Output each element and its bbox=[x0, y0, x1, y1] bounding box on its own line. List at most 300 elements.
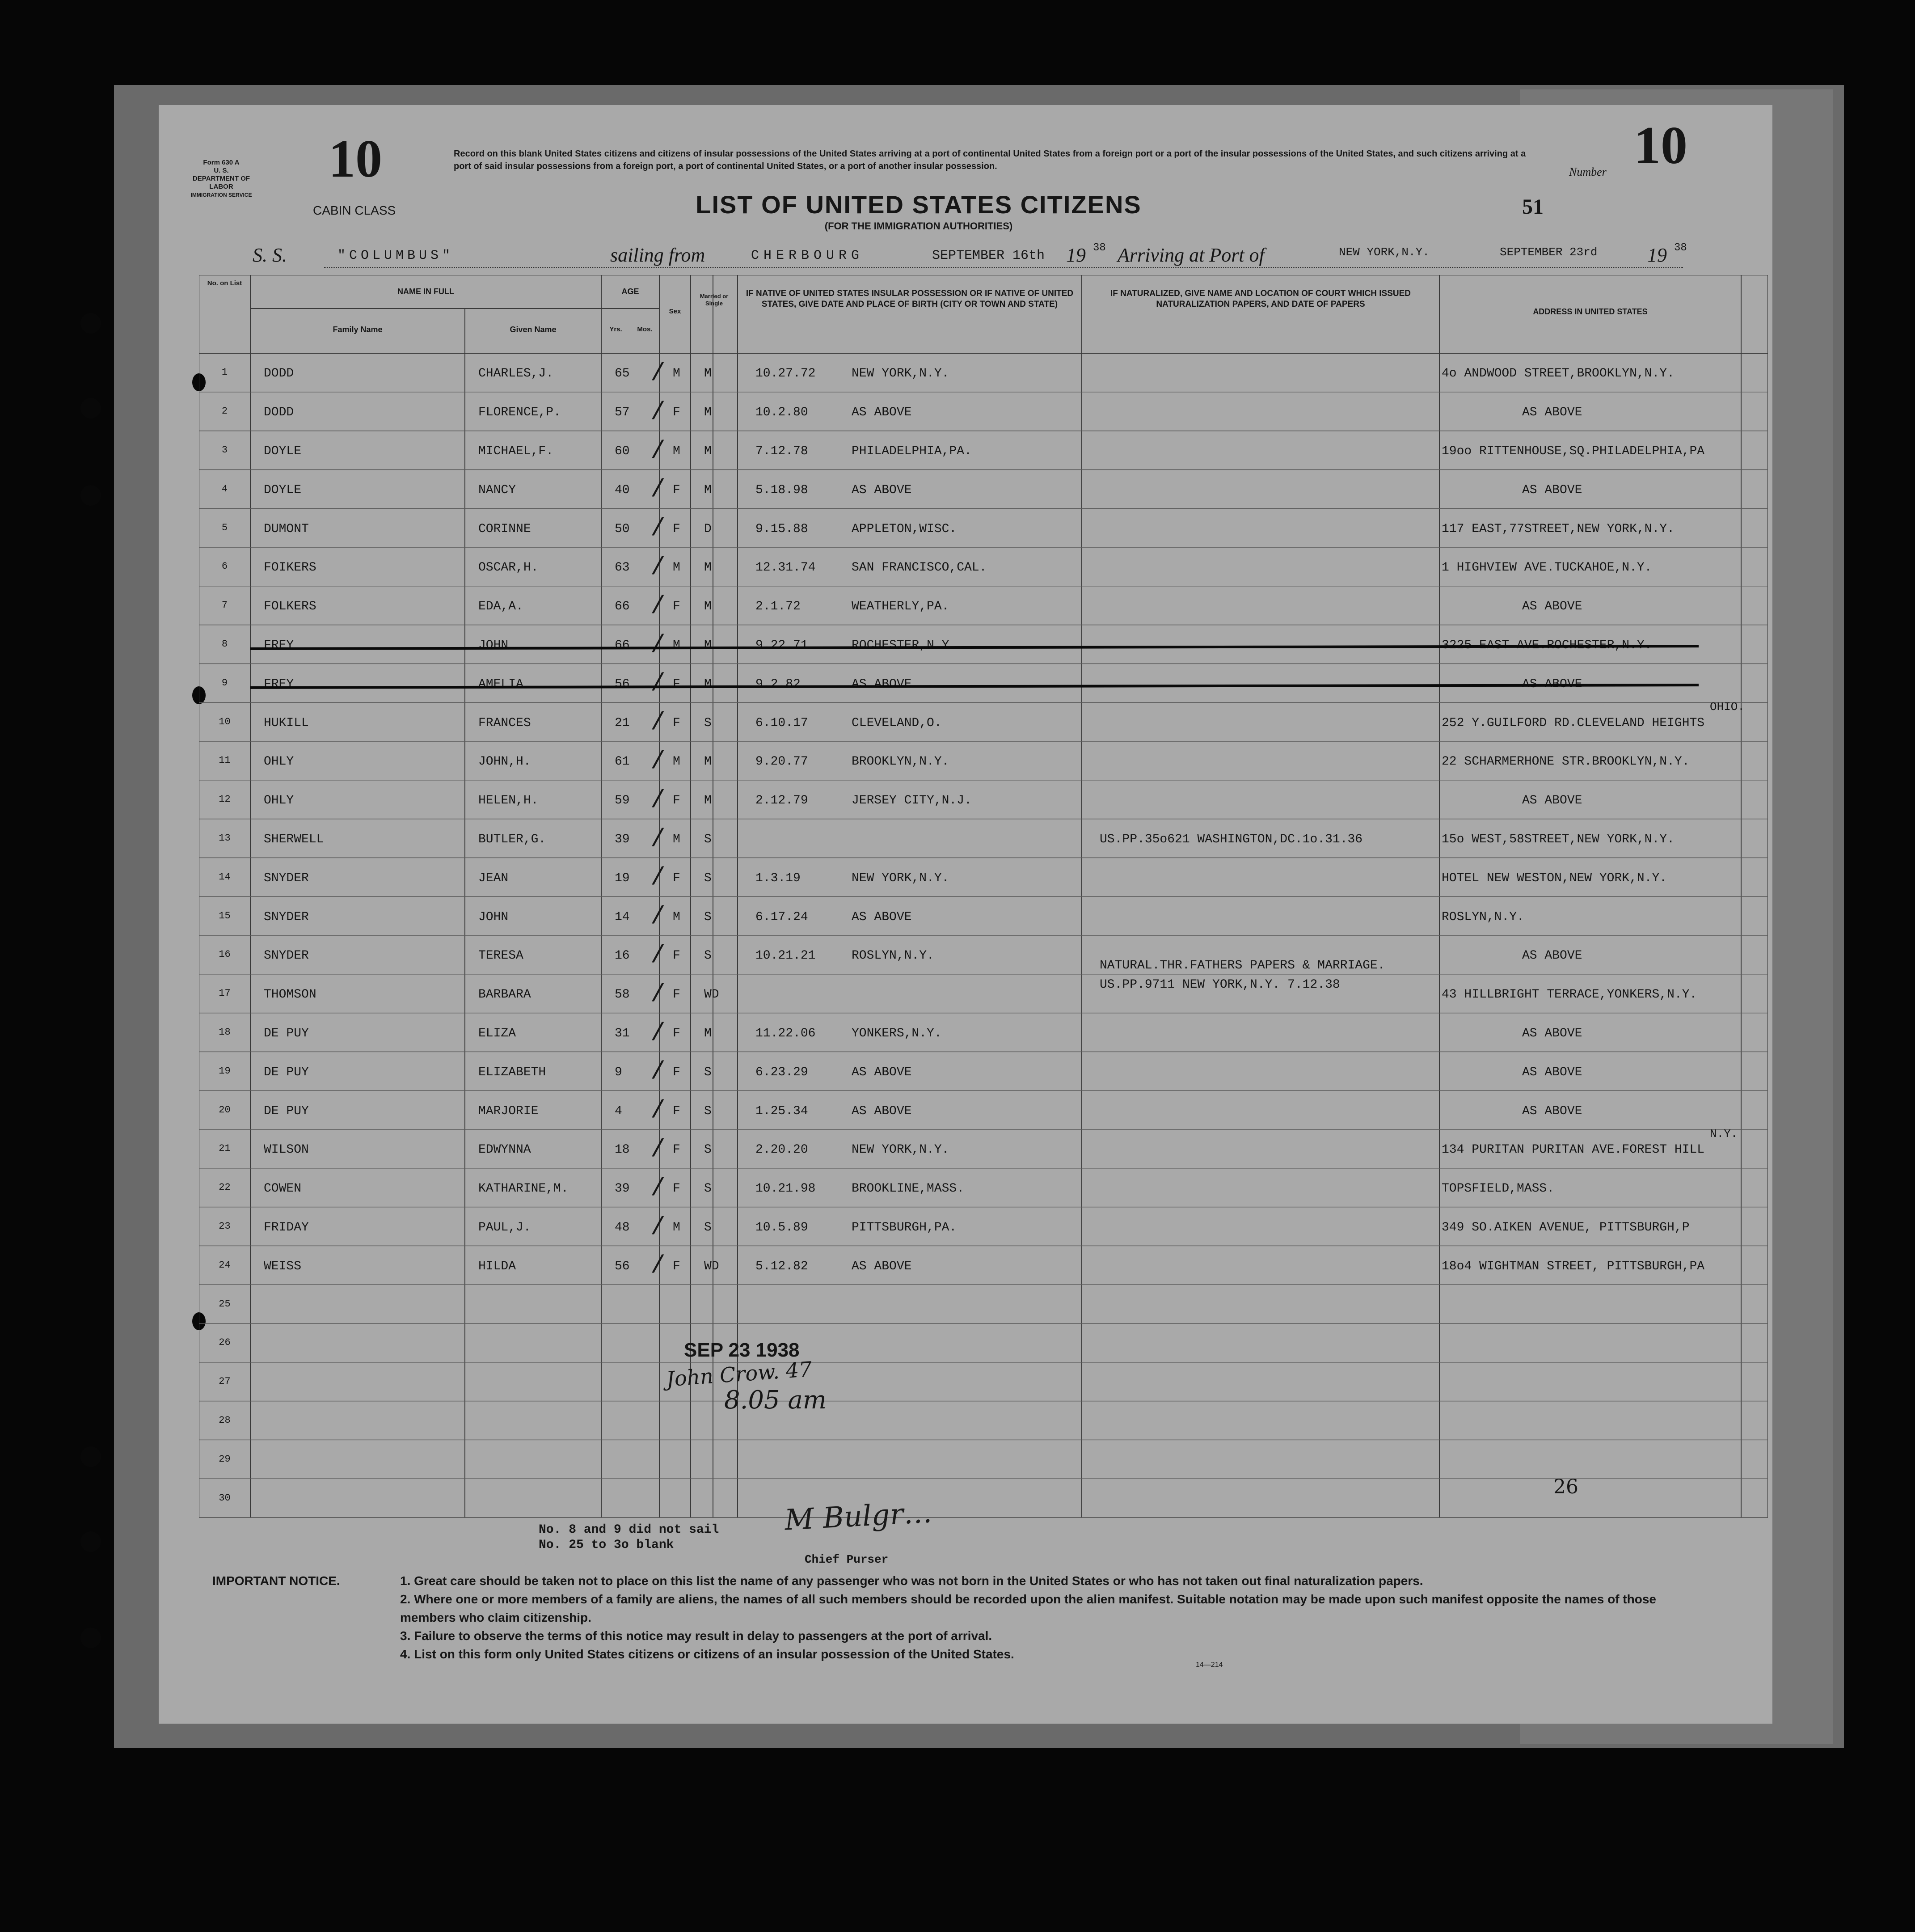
cell-place: AS ABOVE bbox=[852, 1104, 912, 1118]
cell-no: 25 bbox=[219, 1298, 231, 1310]
arrival-date: SEPTEMBER 23rd bbox=[1500, 245, 1598, 259]
cell-given: HELEN,H. bbox=[478, 794, 539, 808]
cell-date: 1.3.19 bbox=[755, 871, 801, 885]
cell-date: 5.12.82 bbox=[755, 1259, 808, 1273]
cell-given: EDWYNNA bbox=[478, 1143, 531, 1157]
cell-given: EDA,A. bbox=[478, 600, 523, 614]
cell-address: AS ABOVE bbox=[1522, 1104, 1582, 1118]
cell-place: PITTSBURGH,PA. bbox=[852, 1220, 957, 1234]
check-mark-icon: / bbox=[650, 436, 666, 465]
cell-nat: NATURAL.THR.FATHERS PAPERS & MARRIAGE. bbox=[1100, 959, 1385, 973]
cell-family: WEISS bbox=[264, 1259, 302, 1273]
cell-place: ROSLYN,N.Y. bbox=[852, 949, 934, 963]
header-age: AGE bbox=[621, 287, 639, 296]
cell-sex: F bbox=[673, 988, 680, 1002]
cell-ms: S bbox=[704, 832, 712, 846]
cell-ms: M bbox=[704, 600, 712, 614]
cell-place: NEW YORK,N.Y. bbox=[852, 1143, 949, 1157]
passenger-table bbox=[199, 275, 1768, 1518]
cell-sex: F bbox=[673, 406, 680, 420]
notice-row-1 bbox=[212, 1572, 1687, 1590]
stamp-date: SEP 23 1938 bbox=[684, 1339, 800, 1361]
cell-ms: D bbox=[704, 522, 712, 536]
cell-no: 18 bbox=[219, 1026, 231, 1038]
page-number-right: 10 bbox=[1634, 115, 1687, 175]
punch-hole bbox=[80, 313, 101, 334]
cell-sex: F bbox=[673, 1065, 680, 1079]
cell-date: 9.2.82 bbox=[755, 677, 801, 691]
cell-age: 9 bbox=[615, 1065, 622, 1079]
notice-1: 1. Great care should be taken not to place on this list the name of any passenger who was not born in the United States or who has not taken out final naturalization papers. bbox=[400, 1574, 1423, 1588]
cell-age: 40 bbox=[615, 483, 630, 497]
cell-age: 18 bbox=[615, 1143, 630, 1157]
cell-given: BARBARA bbox=[478, 988, 531, 1002]
service: IMMIGRATION SERVICE bbox=[190, 192, 252, 198]
cell-no: 3 bbox=[221, 444, 228, 456]
form-info bbox=[190, 159, 253, 199]
cell-given: HILDA bbox=[478, 1259, 516, 1273]
cell-address: 134 PURITAN PURITAN AVE.FOREST HILL bbox=[1442, 1143, 1705, 1157]
cell-no: 16 bbox=[219, 949, 231, 960]
header-sex: Sex bbox=[669, 308, 681, 315]
cell-place: BROOKLYN,N.Y. bbox=[852, 755, 949, 769]
stamp-time: 8.05 am bbox=[724, 1386, 827, 1415]
departure-year: 38 bbox=[1093, 242, 1106, 254]
cell-given: JOHN,H. bbox=[478, 755, 531, 769]
departure-port: CHERBOURG bbox=[751, 248, 864, 263]
cell-date: 2.1.72 bbox=[755, 600, 801, 614]
cell-age: 48 bbox=[615, 1220, 630, 1234]
cell-sex: M bbox=[673, 444, 680, 458]
punch-hole bbox=[80, 1446, 101, 1467]
cell-no: 8 bbox=[221, 638, 228, 650]
inspector-signature: John Crow. 47 bbox=[665, 1357, 813, 1391]
print-code: 14—214 bbox=[1196, 1661, 1223, 1669]
cell-address: 252 Y.GUILFORD RD.CLEVELAND HEIGHTS bbox=[1442, 716, 1705, 730]
cell-family: FRIDAY bbox=[264, 1220, 309, 1234]
cell-place: JERSEY CITY,N.J. bbox=[852, 794, 972, 808]
cell-ms: S bbox=[704, 1143, 712, 1157]
cell-given: NANCY bbox=[478, 483, 516, 497]
cell-family: SNYDER bbox=[264, 910, 309, 924]
notice-4: 4. List on this form only United States citizens or citizens of an insular possession of the United States. bbox=[400, 1647, 1014, 1661]
cell-family: FOIKERS bbox=[264, 561, 316, 575]
cell-nat: US.PP.35o621 WASHINGTON,DC.1o.31.36 bbox=[1100, 832, 1363, 846]
cell-age: 63 bbox=[615, 561, 630, 575]
cell-address: 19oo RITTENHOUSE,SQ.PHILADELPHIA,PA bbox=[1442, 444, 1705, 458]
cell-sex: F bbox=[673, 1143, 680, 1157]
punch-hole bbox=[80, 398, 101, 419]
cell-no: 4 bbox=[221, 483, 228, 495]
check-mark-icon: / bbox=[650, 514, 666, 543]
cell-ms: S bbox=[704, 910, 712, 924]
cell-address: AS ABOVE bbox=[1522, 949, 1582, 963]
cell-place: YONKERS,N.Y. bbox=[852, 1026, 942, 1040]
cell-age: 60 bbox=[615, 444, 630, 458]
cell-date: 11.22.06 bbox=[755, 1026, 816, 1040]
cell-date: 9.22.71 bbox=[755, 638, 808, 652]
cell-address: AS ABOVE bbox=[1522, 794, 1582, 808]
cell-address-note: N.Y. bbox=[1710, 1127, 1738, 1141]
check-mark-icon: / bbox=[650, 475, 666, 504]
purser-signature: M Bulgr… bbox=[784, 1496, 933, 1537]
page-title: LIST OF UNITED STATES CITIZENS bbox=[696, 190, 1142, 219]
cell-sex: F bbox=[673, 677, 680, 691]
cell-no: 14 bbox=[219, 871, 231, 883]
check-mark-icon: / bbox=[650, 669, 666, 698]
cell-age: 65 bbox=[615, 367, 630, 381]
cell-age: 56 bbox=[615, 677, 630, 691]
number-label: Number bbox=[1569, 165, 1607, 178]
header-birth: IF NATIVE OF UNITED STATES INSULAR POSSESSION OR IF NATIVE OF UNITED STATES, GIVE DATE AND PLACE OF BIRTH (CITY OR TOWN AND STATE) bbox=[746, 289, 1074, 309]
cell-sex: F bbox=[673, 1026, 680, 1040]
cell-sex: F bbox=[673, 716, 680, 730]
cell-sex: M bbox=[673, 1220, 680, 1234]
cell-date: 9.15.88 bbox=[755, 522, 808, 536]
cell-given: ELIZABETH bbox=[478, 1065, 546, 1079]
cell-date: 12.31.74 bbox=[755, 561, 816, 575]
header-mos: Mos. bbox=[637, 326, 653, 333]
check-mark-icon: / bbox=[650, 1251, 666, 1281]
cell-place: AS ABOVE bbox=[852, 1259, 912, 1273]
cell-no: 28 bbox=[219, 1414, 231, 1426]
cell-ms: M bbox=[704, 444, 712, 458]
page-count: 26 bbox=[1553, 1475, 1578, 1498]
cell-age: 21 bbox=[615, 716, 630, 730]
cell-given: TERESA bbox=[478, 949, 523, 963]
cell-address: 43 HILLBRIGHT TERRACE,YONKERS,N.Y. bbox=[1442, 988, 1697, 1002]
check-mark-icon: / bbox=[650, 980, 666, 1009]
cell-no: 30 bbox=[219, 1492, 231, 1504]
header-given-name: Given Name bbox=[510, 325, 557, 334]
cell-family: FREY bbox=[264, 677, 294, 691]
cell-ms: S bbox=[704, 1104, 712, 1118]
footer-notes bbox=[539, 1522, 719, 1553]
cell-no: 15 bbox=[219, 910, 231, 922]
check-mark-icon: / bbox=[650, 1135, 666, 1164]
cell-address: 18o4 WIGHTMAN STREET, PITTSBURGH,PA bbox=[1442, 1259, 1705, 1273]
sheet-number: 51 bbox=[1522, 195, 1544, 219]
cell-family: DOYLE bbox=[264, 444, 302, 458]
check-mark-icon: / bbox=[650, 1096, 666, 1125]
cell-place: SAN FRANCISCO,CAL. bbox=[852, 561, 987, 575]
cell-date: 10.21.98 bbox=[755, 1182, 816, 1196]
chief-purser-label: Chief Purser bbox=[805, 1553, 889, 1566]
cell-given: MARJORIE bbox=[478, 1104, 539, 1118]
header-yrs: Yrs. bbox=[609, 326, 622, 333]
arrival-port: NEW YORK,N.Y. bbox=[1339, 245, 1430, 259]
cell-ms: M bbox=[704, 367, 712, 381]
arriving-label: Arriving at Port of bbox=[1118, 244, 1265, 266]
check-mark-icon: / bbox=[650, 708, 666, 737]
cell-date: 10.27.72 bbox=[755, 367, 816, 381]
cell-given: BUTLER,G. bbox=[478, 832, 546, 846]
important-notice bbox=[212, 1572, 1687, 1663]
cell-sex: M bbox=[673, 561, 680, 575]
arrival-year-prefix: 19 bbox=[1647, 244, 1667, 266]
cell-ms: M bbox=[704, 755, 712, 769]
cell-ms: M bbox=[704, 638, 712, 652]
cell-age: 19 bbox=[615, 871, 630, 885]
cell-date: 10.2.80 bbox=[755, 406, 808, 420]
cell-address: 4o ANDWOOD STREET,BROOKLYN,N.Y. bbox=[1442, 367, 1675, 381]
cell-address: AS ABOVE bbox=[1522, 1065, 1582, 1079]
cell-age: 4 bbox=[615, 1104, 622, 1118]
cell-family: WILSON bbox=[264, 1143, 309, 1157]
cell-place: NEW YORK,N.Y. bbox=[852, 367, 949, 381]
cell-age: 66 bbox=[615, 638, 630, 652]
cell-sex: F bbox=[673, 600, 680, 614]
cell-date: 7.12.78 bbox=[755, 444, 808, 458]
cell-no: 19 bbox=[219, 1065, 231, 1077]
cell-address: AS ABOVE bbox=[1522, 677, 1582, 691]
punch-hole bbox=[80, 1531, 101, 1552]
cell-no: 2 bbox=[221, 406, 228, 417]
check-mark-icon: / bbox=[650, 397, 666, 427]
check-mark-icon: / bbox=[650, 902, 666, 931]
cell-given: ELIZA bbox=[478, 1026, 516, 1040]
cell-address: ROSLYN,N.Y. bbox=[1442, 910, 1524, 924]
cell-date: 1.25.34 bbox=[755, 1104, 808, 1118]
cell-ms: S bbox=[704, 716, 712, 730]
cell-no: 21 bbox=[219, 1143, 231, 1154]
cell-sex: M bbox=[673, 367, 680, 381]
cell-sex: M bbox=[673, 755, 680, 769]
cell-nat: US.PP.9711 NEW YORK,N.Y. 7.12.38 bbox=[1100, 978, 1340, 992]
cell-ms: S bbox=[704, 949, 712, 963]
cell-ms: S bbox=[704, 1182, 712, 1196]
cell-no: 22 bbox=[219, 1182, 231, 1193]
cell-family: DE PUY bbox=[264, 1026, 309, 1040]
notice-3: 3. Failure to observe the terms of this notice may result in delay to passengers at the port of arrival. bbox=[400, 1629, 992, 1643]
notice-label: IMPORTANT NOTICE. bbox=[212, 1574, 340, 1588]
cell-no: 27 bbox=[219, 1376, 231, 1387]
cell-place: CLEVELAND,O. bbox=[852, 716, 942, 730]
punch-hole bbox=[80, 1628, 101, 1648]
header-naturalized: IF NATURALIZED, GIVE NAME AND LOCATION OF COURT WHICH ISSUED NATURALIZATION PAPERS, AND DATE OF PAPERS bbox=[1110, 289, 1411, 309]
cell-family: OHLY bbox=[264, 755, 294, 769]
cell-place: WEATHERLY,PA. bbox=[852, 600, 949, 614]
page-subtitle: (FOR THE IMMIGRATION AUTHORITIES) bbox=[824, 220, 1013, 232]
page-number-left: 10 bbox=[329, 129, 382, 188]
form-number: Form 630 A bbox=[203, 159, 240, 166]
cell-age: 57 bbox=[615, 406, 630, 420]
header-no-on-list: No. on List bbox=[207, 279, 242, 287]
cell-age: 59 bbox=[615, 794, 630, 808]
cell-date: 10.21.21 bbox=[755, 949, 816, 963]
cell-given: OSCAR,H. bbox=[478, 561, 539, 575]
cell-ms: M bbox=[704, 677, 712, 691]
cell-ms: M bbox=[704, 483, 712, 497]
cell-family: SNYDER bbox=[264, 949, 309, 963]
sailing-label: sailing from bbox=[610, 244, 705, 266]
check-mark-icon: / bbox=[650, 1019, 666, 1048]
check-mark-icon: / bbox=[650, 1057, 666, 1086]
cell-sex: F bbox=[673, 1104, 680, 1118]
cell-family: DODD bbox=[264, 367, 294, 381]
cell-ms: M bbox=[704, 406, 712, 420]
manifest-page bbox=[159, 105, 1772, 1724]
cell-family: THOMSON bbox=[264, 988, 316, 1002]
cell-age: 56 bbox=[615, 1259, 630, 1273]
cell-family: OHLY bbox=[264, 794, 294, 808]
cell-ms: S bbox=[704, 1220, 712, 1234]
cell-address: 117 EAST,77STREET,NEW YORK,N.Y. bbox=[1442, 522, 1675, 536]
punch-hole bbox=[80, 485, 101, 506]
cell-place: AS ABOVE bbox=[852, 677, 912, 691]
cell-ms: S bbox=[704, 1065, 712, 1079]
header-married: Married or Single bbox=[700, 293, 729, 307]
arrival-year: 38 bbox=[1674, 242, 1687, 254]
cell-given: JOHN bbox=[478, 638, 509, 652]
check-mark-icon: / bbox=[650, 786, 666, 815]
cell-family: SNYDER bbox=[264, 871, 309, 885]
cell-given: PAUL,J. bbox=[478, 1220, 531, 1234]
cabin-class: CABIN CLASS bbox=[313, 203, 396, 217]
cell-age: 39 bbox=[615, 1182, 630, 1196]
cell-no: 5 bbox=[221, 522, 228, 533]
cell-family: DOYLE bbox=[264, 483, 302, 497]
cell-no: 1 bbox=[221, 367, 228, 378]
check-mark-icon: / bbox=[650, 747, 666, 776]
cell-place: NEW YORK,N.Y. bbox=[852, 871, 949, 885]
cell-sex: F bbox=[673, 1259, 680, 1273]
cell-address: 3225 EAST AVE.ROCHESTER,N.Y. bbox=[1442, 638, 1652, 652]
cell-given: FRANCES bbox=[478, 716, 531, 730]
cell-sex: F bbox=[673, 949, 680, 963]
cell-address: AS ABOVE bbox=[1522, 483, 1582, 497]
cell-family: HUKILL bbox=[264, 716, 309, 730]
cell-ms: WD bbox=[704, 1259, 719, 1273]
notice-2: 2. Where one or more members of a family are aliens, the names of all such members should be recorded upon the alien manifest. Suitable notation may be made upon such manifest opposite the names of those members who claim citizenship. bbox=[400, 1592, 1656, 1624]
header-name-in-full: NAME IN FULL bbox=[397, 287, 454, 296]
cell-age: 14 bbox=[615, 910, 630, 924]
cell-family: DE PUY bbox=[264, 1104, 309, 1118]
cell-no: 7 bbox=[221, 600, 228, 611]
cell-age: 31 bbox=[615, 1026, 630, 1040]
cell-sex: F bbox=[673, 871, 680, 885]
cell-address: 349 SO.AIKEN AVENUE, PITTSBURGH,P bbox=[1442, 1220, 1690, 1234]
check-mark-icon: / bbox=[650, 1213, 666, 1242]
dotted-underline bbox=[324, 267, 1683, 268]
cell-no: 24 bbox=[219, 1259, 231, 1271]
cell-age: 58 bbox=[615, 988, 630, 1002]
departure-date: SEPTEMBER 16th bbox=[932, 248, 1045, 263]
cell-address: TOPSFIELD,MASS. bbox=[1442, 1182, 1555, 1196]
cell-ms: WD bbox=[704, 988, 719, 1002]
cell-place: AS ABOVE bbox=[852, 910, 912, 924]
check-mark-icon: / bbox=[650, 824, 666, 854]
cell-sex: F bbox=[673, 483, 680, 497]
cell-no: 13 bbox=[219, 832, 231, 844]
cell-ms: S bbox=[704, 871, 712, 885]
cell-place: AS ABOVE bbox=[852, 483, 912, 497]
cell-no: 26 bbox=[219, 1337, 231, 1349]
cell-date: 6.10.17 bbox=[755, 716, 808, 730]
cell-given: FLORENCE,P. bbox=[478, 406, 561, 420]
cell-given: CORINNE bbox=[478, 522, 531, 536]
cell-given: KATHARINE,M. bbox=[478, 1182, 569, 1196]
department: U. S. DEPARTMENT OF LABOR bbox=[192, 167, 250, 190]
check-mark-icon: / bbox=[650, 863, 666, 892]
cell-no: 6 bbox=[221, 561, 228, 572]
year-prefix: 19 bbox=[1066, 244, 1086, 266]
cell-given: AMELIA bbox=[478, 677, 523, 691]
cell-address: HOTEL NEW WESTON,NEW YORK,N.Y. bbox=[1442, 871, 1667, 885]
cell-given: JEAN bbox=[478, 871, 509, 885]
ship-name: "COLUMBUS" bbox=[337, 248, 454, 263]
intro-text: Record on this blank United States citizens and citizens of insular possessions of the United States arriving at a port of continental United States from a foreign port or a port of the insular possessions of the United States, and such citizens arriving at a port of said insular possessions from a foreign port, a port of continental United States, or a port of another insular possession. bbox=[454, 149, 1526, 171]
cell-no: 17 bbox=[219, 988, 231, 999]
cell-date: 2.12.79 bbox=[755, 794, 808, 808]
cell-date: 10.5.89 bbox=[755, 1220, 808, 1234]
cell-no: 11 bbox=[219, 755, 231, 766]
cell-no: 29 bbox=[219, 1453, 231, 1465]
cell-place: APPLETON,WISC. bbox=[852, 522, 957, 536]
cell-sex: F bbox=[673, 794, 680, 808]
cell-address-note: OHIO. bbox=[1710, 700, 1745, 714]
cell-place: BROOKLINE,MASS. bbox=[852, 1182, 965, 1196]
note-blank-rows: No. 25 to 3o blank bbox=[539, 1538, 674, 1552]
check-mark-icon: / bbox=[650, 941, 666, 970]
check-mark-icon: / bbox=[650, 630, 666, 660]
cell-given: CHARLES,J. bbox=[478, 367, 554, 381]
cell-age: 50 bbox=[615, 522, 630, 536]
cell-date: 5.18.98 bbox=[755, 483, 808, 497]
cell-given: MICHAEL,F. bbox=[478, 444, 554, 458]
cell-date: 9.20.77 bbox=[755, 755, 808, 769]
cell-address: AS ABOVE bbox=[1522, 406, 1582, 420]
cell-family: DUMONT bbox=[264, 522, 309, 536]
arrival-stamp bbox=[665, 1339, 827, 1415]
cell-date: 2.20.20 bbox=[755, 1143, 808, 1157]
check-mark-icon: / bbox=[650, 1174, 666, 1203]
cell-family: SHERWELL bbox=[264, 832, 324, 846]
cell-ms: M bbox=[704, 561, 712, 575]
cell-address: AS ABOVE bbox=[1522, 1026, 1582, 1040]
check-mark-icon: / bbox=[650, 592, 666, 621]
header-family-name: Family Name bbox=[333, 325, 383, 334]
voyage-line bbox=[253, 244, 1728, 271]
check-mark-icon: / bbox=[650, 553, 666, 582]
cell-no: 9 bbox=[221, 677, 228, 689]
header-address: ADDRESS IN UNITED STATES bbox=[1533, 307, 1648, 316]
cell-no: 10 bbox=[219, 716, 231, 727]
cell-date: 6.17.24 bbox=[755, 910, 808, 924]
cell-ms: M bbox=[704, 794, 712, 808]
cell-sex: M bbox=[673, 638, 680, 652]
cell-place: ROCHESTER,N.Y. bbox=[852, 638, 957, 652]
cell-given: JOHN bbox=[478, 910, 509, 924]
cell-family: FREY bbox=[264, 638, 294, 652]
note-not-sailed: No. 8 and 9 did not sail bbox=[539, 1523, 719, 1537]
cell-sex: F bbox=[673, 1182, 680, 1196]
cell-no: 12 bbox=[219, 794, 231, 805]
cell-ms: M bbox=[704, 1026, 712, 1040]
cell-address: AS ABOVE bbox=[1522, 600, 1582, 614]
cell-place: PHILADELPHIA,PA. bbox=[852, 444, 972, 458]
cell-family: DE PUY bbox=[264, 1065, 309, 1079]
cell-sex: F bbox=[673, 522, 680, 536]
cell-age: 66 bbox=[615, 600, 630, 614]
cell-family: DODD bbox=[264, 406, 294, 420]
cell-address: 1 HIGHVIEW AVE.TUCKAHOE,N.Y. bbox=[1442, 561, 1652, 575]
check-mark-icon: / bbox=[650, 359, 666, 388]
cell-place: AS ABOVE bbox=[852, 1065, 912, 1079]
cell-no: 20 bbox=[219, 1104, 231, 1116]
cell-family: FOLKERS bbox=[264, 600, 316, 614]
cell-family: COWEN bbox=[264, 1182, 302, 1196]
